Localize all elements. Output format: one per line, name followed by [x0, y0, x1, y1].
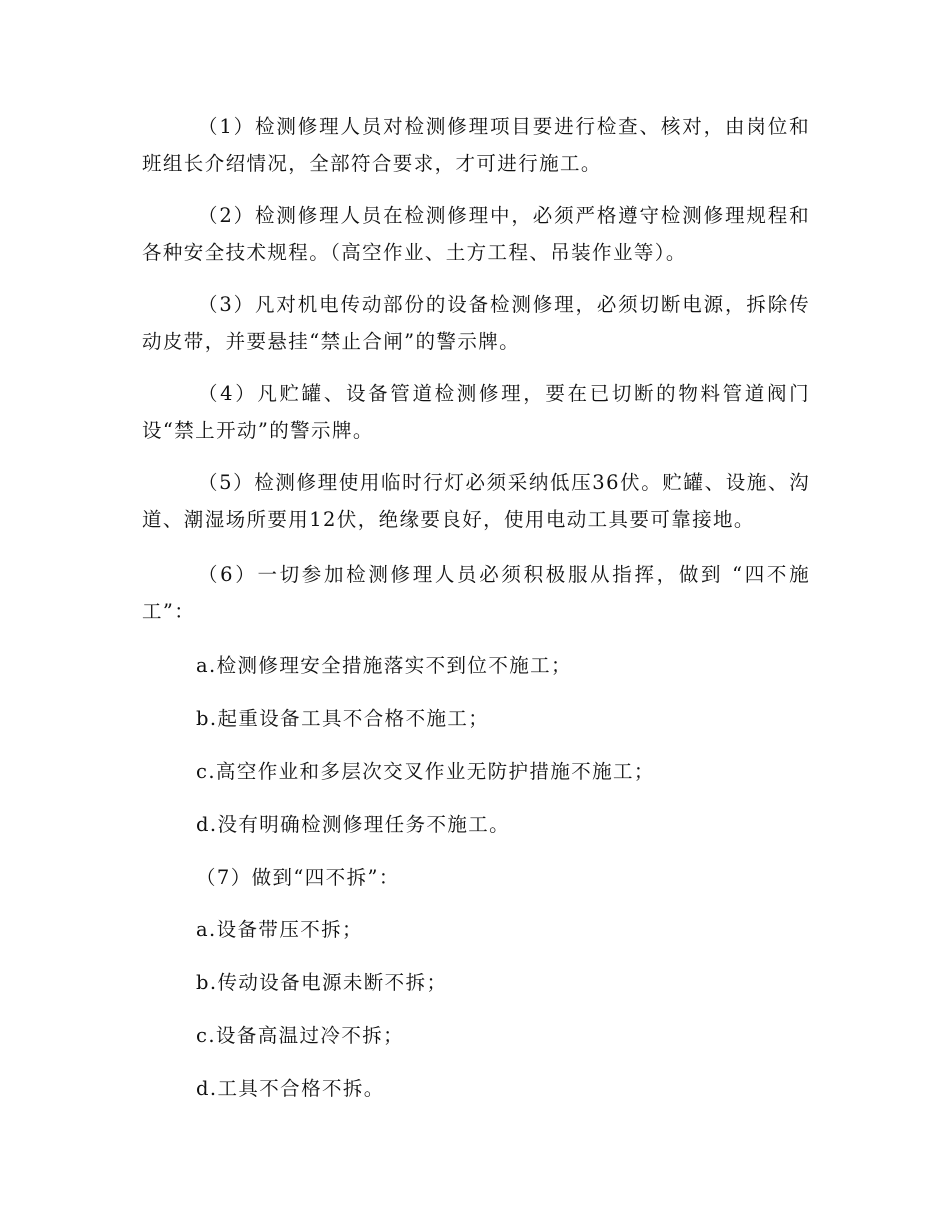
- list-item-no-construction-b: b.起重设备工具不合格不施工；: [196, 707, 490, 730]
- paragraph-4: （4）凡贮罐、设备管道检测修理，要在已切断的物料管道阀门设“禁上开动”的警示牌。: [142, 382, 810, 442]
- paragraph-6: （6）一切参加检测修理人员必须积极服从指挥，做到 “四不施工”：: [142, 563, 810, 623]
- list-item-no-dismantle-d: d.工具不合格不拆。: [196, 1077, 385, 1100]
- list-item-no-construction-d: d.没有明确检测修理任务不施工。: [196, 813, 511, 836]
- paragraph-2: （2）检测修理人员在检测修理中，必须严格遵守检测修理规程和各种安全技术规程。（高空作业、土方工程、吊装作业等）。: [142, 204, 810, 264]
- item-7-heading: （7）做到“四不拆”：: [196, 866, 400, 889]
- list-item-no-construction-a: a.检测修理安全措施落实不到位不施工；: [196, 654, 572, 677]
- list-item-no-dismantle-b: b.传动设备电源未断不拆；: [196, 971, 448, 994]
- paragraph-3: （3）凡对机电传动部份的设备检测修理，必须切断电源，拆除传动皮带，并要悬挂“禁止合闸”的警示牌。: [142, 293, 810, 353]
- paragraph-5: （5）检测修理使用临时行灯必须采纳低压36伏。贮罐、设施、沟道、潮湿场所要用12伏，绝缘要良好，使用电动工具要可靠接地。: [142, 471, 810, 531]
- list-item-no-dismantle-a: a.设备带压不拆；: [196, 918, 363, 941]
- list-item-no-construction-c: c.高空作业和多层次交叉作业无防护措施不施工；: [196, 760, 655, 783]
- paragraph-1: （1）检测修理人员对检测修理项目要进行检查、核对，由岗位和班组长介绍情况，全部符合要求，才可进行施工。: [142, 115, 810, 175]
- list-item-no-dismantle-c: c.设备高温过冷不拆；: [196, 1024, 405, 1047]
